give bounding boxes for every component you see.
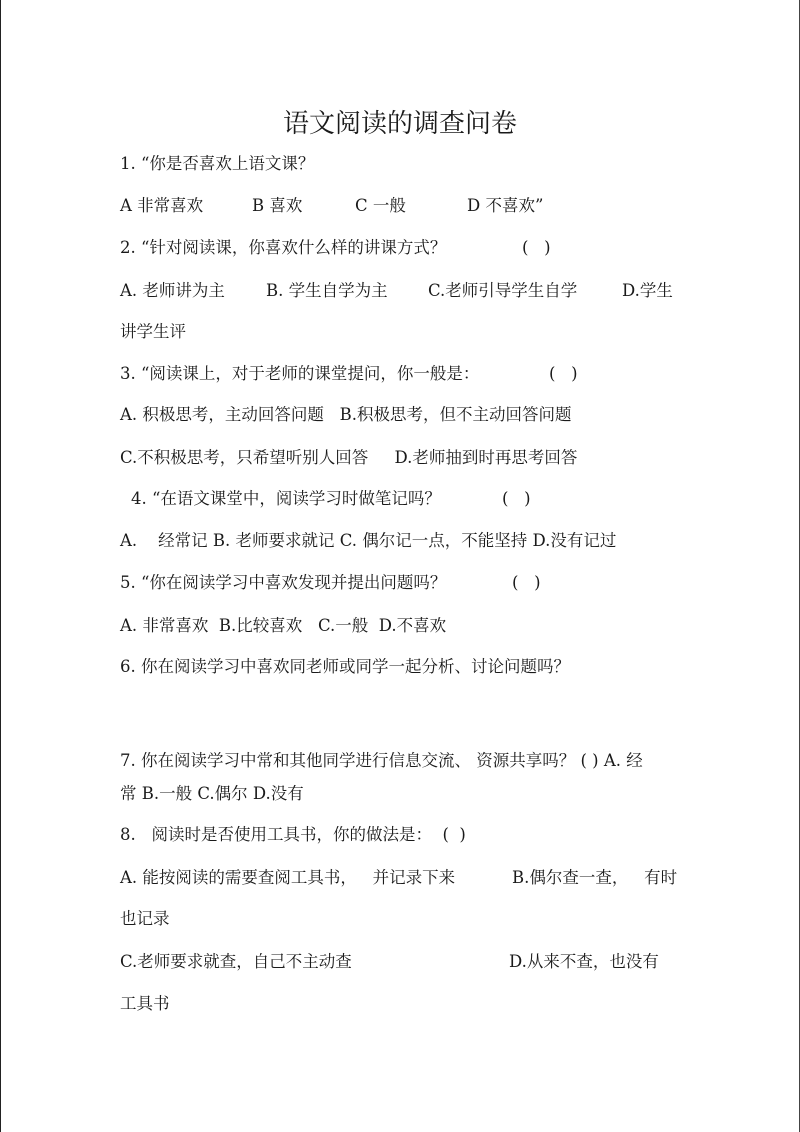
question-4-stem: 4. “在语文课堂中，阅读学习时做笔记吗？ xyxy=(131,489,441,508)
question-6-stem: 6. 你在阅读学习中喜欢同老师或同学一起分析、讨论问题吗？ xyxy=(120,657,570,676)
question-2-stem: 2. “针对阅读课，你喜欢什么样的讲课方式？ xyxy=(120,238,447,257)
question-4-answer-blank: ( ) xyxy=(502,489,531,508)
question-1-option-d: D 不喜欢” xyxy=(467,196,544,215)
question-5-stem: 5. “你在阅读学习中喜欢发现并提出问题吗？ xyxy=(120,573,447,592)
question-1-stem: 1. “你是否喜欢上语文课？ xyxy=(120,154,315,173)
question-3-answer-blank: ( ) xyxy=(549,364,578,383)
question-2-option-b: B. 学生自学为主 xyxy=(266,281,388,300)
page-left-edge xyxy=(0,0,1,1132)
question-1-option-a: A 非常喜欢 xyxy=(120,196,204,215)
question-7-line-2: 常 B.一般 C.偶尔 D.没有 xyxy=(120,784,304,803)
question-1-option-b: B 喜欢 xyxy=(252,196,303,215)
question-8-option-c: C.老师要求就查，自己不主动查 xyxy=(120,952,352,971)
question-8-option-b: B.偶尔查一查， 有时 xyxy=(512,868,678,887)
question-3-options-a-b: A. 积极思考，主动回答问题 B.积极思考，但不主动回答问题 xyxy=(120,405,572,424)
question-8-option-d-continued: 工具书 xyxy=(120,994,170,1013)
question-4-options: A. 经常记 B. 老师要求就记 C. 偶尔记一点，不能坚持 D.没有记过 xyxy=(120,531,617,550)
question-2-option-c: C.老师引导学生自学 xyxy=(428,281,578,300)
question-2-answer-blank: ( ) xyxy=(522,238,551,257)
page-title: 语文阅读的调查问卷 xyxy=(282,109,517,139)
question-2-option-d-continued: 讲学生评 xyxy=(120,322,186,341)
question-7-line-1: 7. 你在阅读学习中常和其他同学进行信息交流、 资源共享吗？ ( ) A. 经 xyxy=(120,751,643,770)
question-1-option-c: C 一般 xyxy=(355,196,406,215)
question-5-answer-blank: ( ) xyxy=(512,573,541,592)
question-5-options: A. 非常喜欢 B.比较喜欢 C.一般 D.不喜欢 xyxy=(120,616,447,635)
question-2-option-a: A. 老师讲为主 xyxy=(120,281,225,300)
question-8-option-d: D.从来不查，也没有 xyxy=(509,952,659,971)
question-8-stem: 8. 阅读时是否使用工具书，你的做法是： ( ) xyxy=(120,825,466,844)
question-8-option-a: A. 能按阅读的需要查阅工具书， 并记录下来 xyxy=(120,868,456,887)
question-8-option-b-continued: 也记录 xyxy=(120,909,170,928)
question-3-stem: 3. “阅读课上，对于老师的课堂提问，你一般是： xyxy=(120,364,480,383)
question-2-option-d: D.学生 xyxy=(622,281,673,300)
question-3-options-c-d: C.不积极思考，只希望听别人回答 D.老师抽到时再思考回答 xyxy=(120,448,578,467)
